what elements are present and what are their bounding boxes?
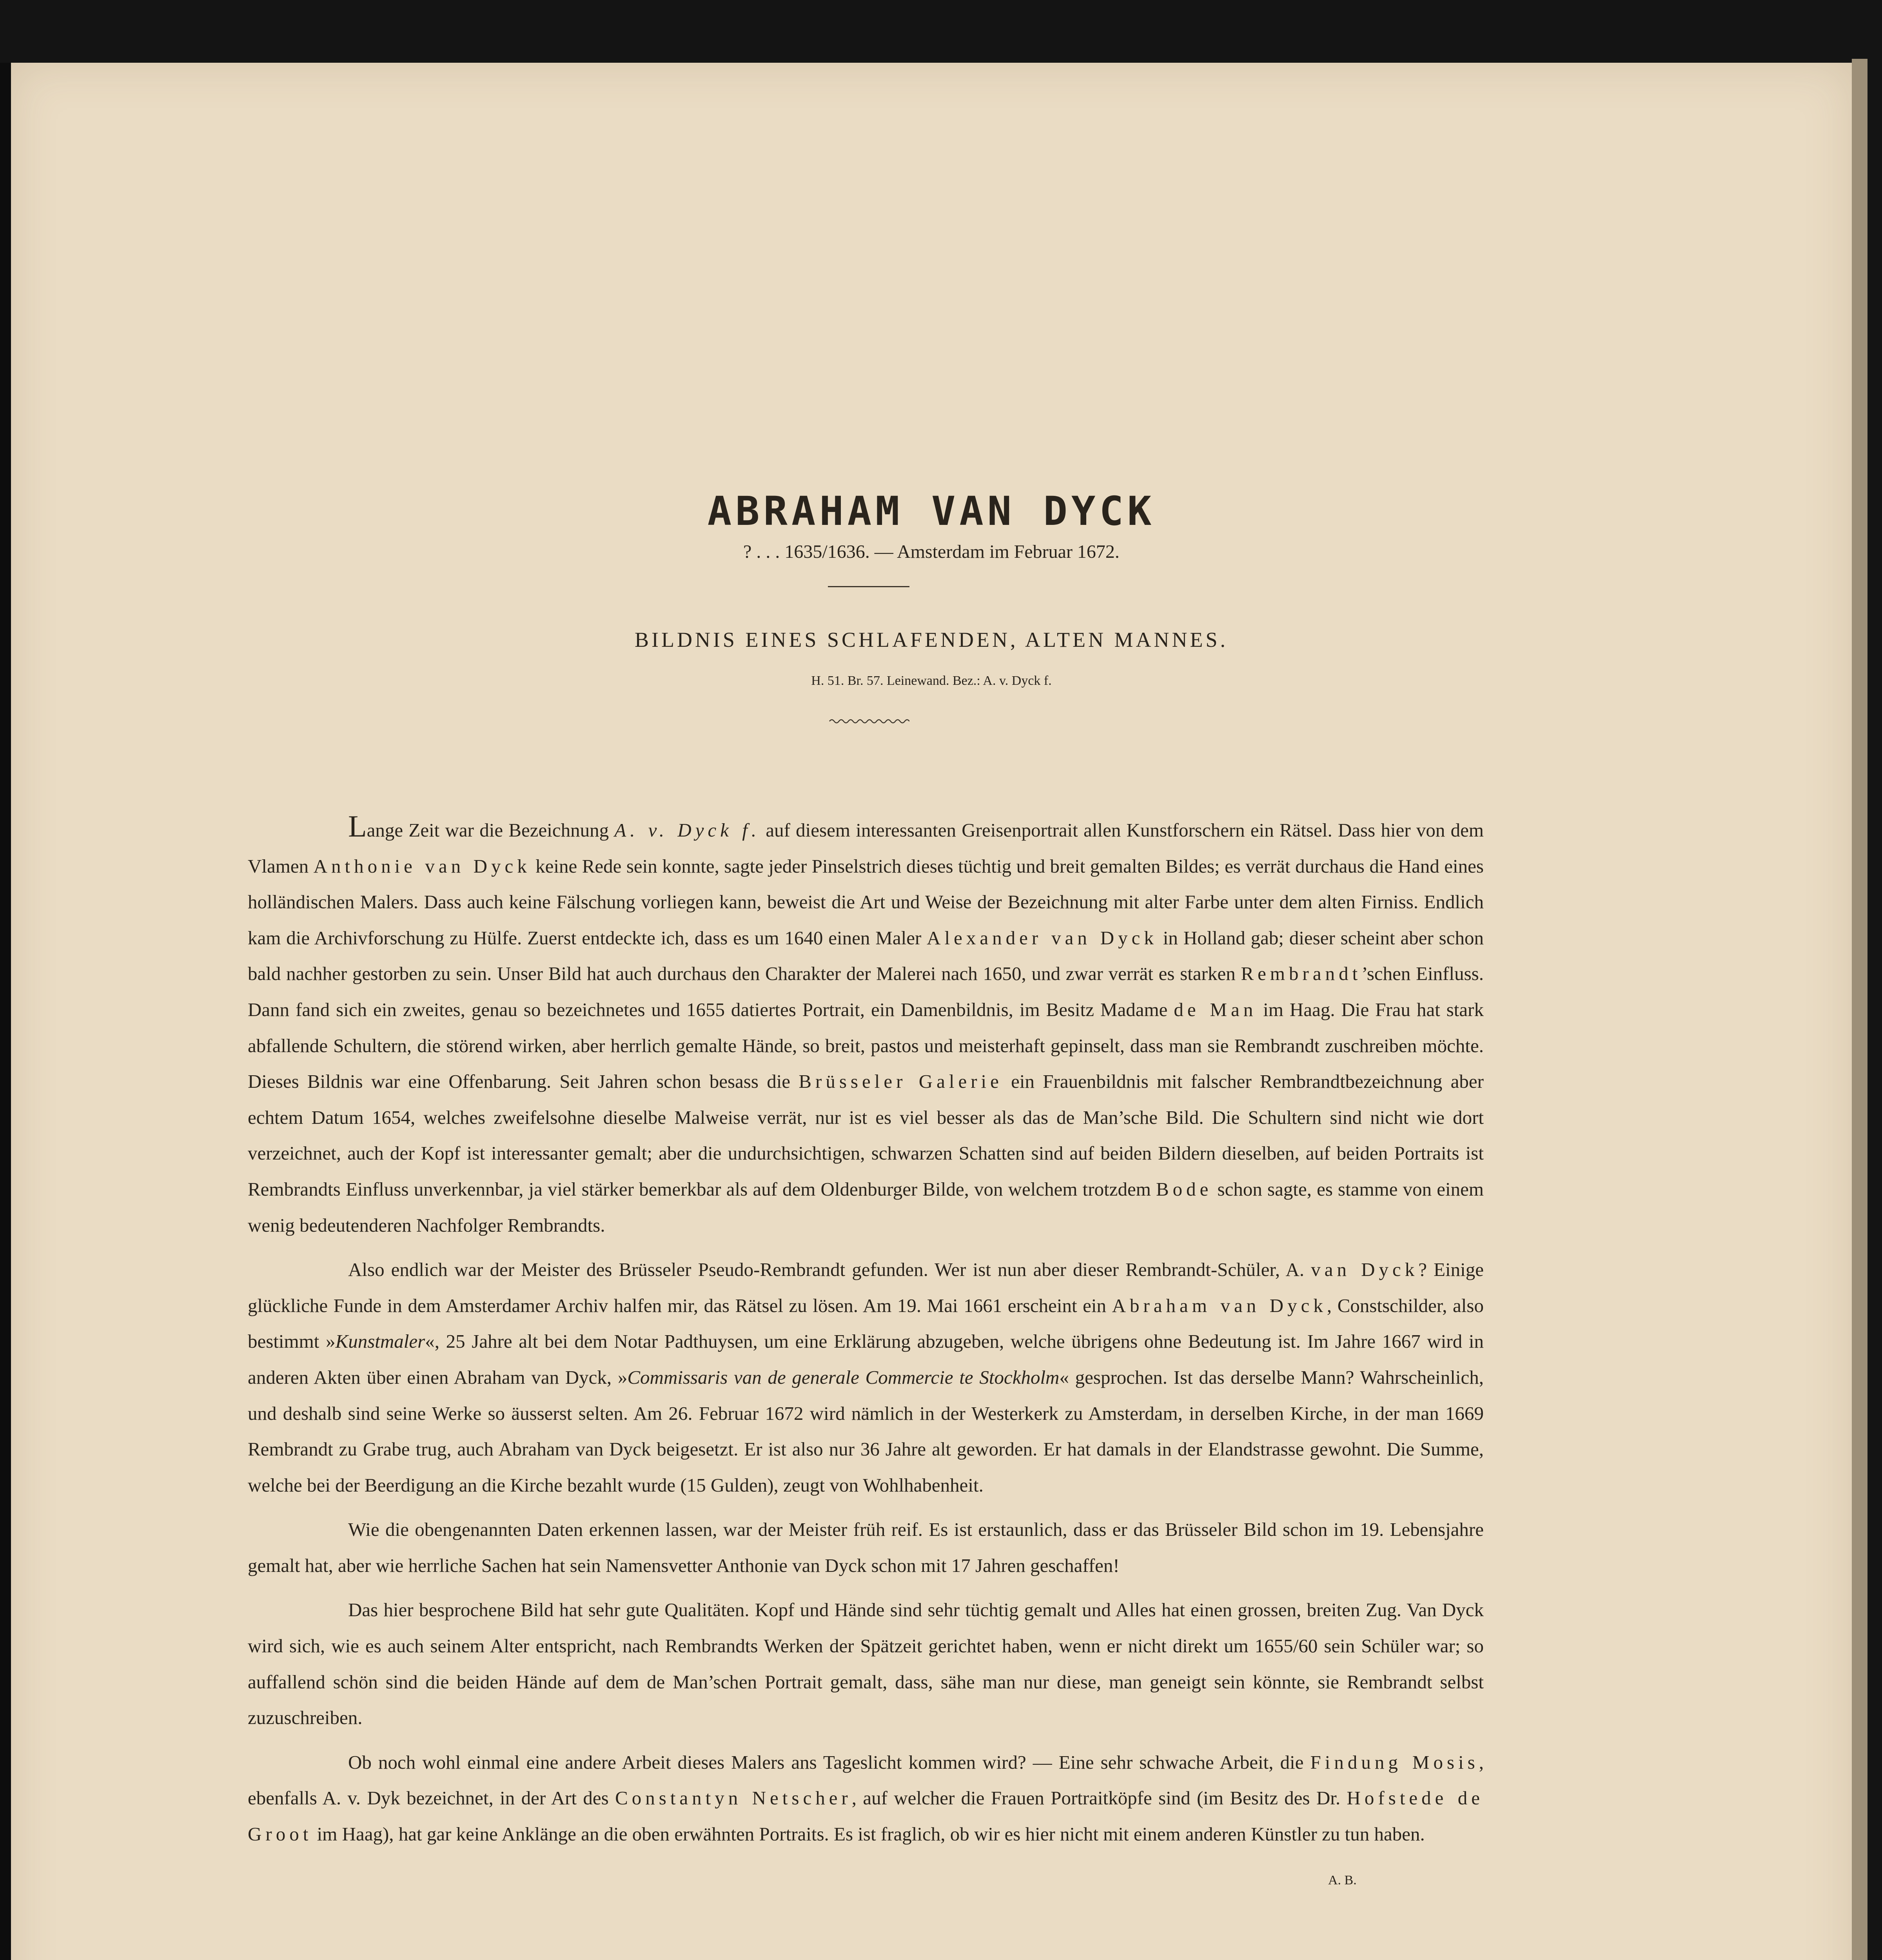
text-run: Also endlich war der Meister des Brüsseler Pseudo-Rembrandt gefunden. Wer ist nun aber dieser Rembrandt-Schüler, A.: [348, 1259, 1311, 1281]
text-run: keine Rede sein konnte, sagte jeder Pinselstrich dieses tüchtig und breit gemalten Bildes; es verrät durchaus die Hand eines holländischen Malers. Dass auch keine Fälschung vorliegen kann, beweist die Art und Weise der Bezeichnung mit alter Farbe unter dem alten Firniss. Endlich kam die Archivforschung zu Hülfe. Zuerst entdeckte ich, dass es um 1640 einen Maler: [248, 855, 1484, 949]
painting-title: BILDNIS EINES SCHLAFENDEN, ALTEN MANNES.: [634, 628, 1229, 652]
life-dates: ? . . . 1635/1636. — Amsterdam im Februar 1672.: [743, 541, 1120, 562]
italic-term: Commissaris van de generale Commercie te Stockholm: [627, 1366, 1060, 1388]
italic-term: Kunstmaler: [335, 1330, 425, 1352]
article-title: ABRAHAM VAN DYCK: [707, 488, 1156, 535]
drop-cap: L: [348, 809, 367, 843]
paragraph-2: [248, 1252, 1484, 1503]
spaced-name: de Man: [1174, 998, 1257, 1020]
text-run: , Constschilder, also bestimmt »: [248, 1294, 1484, 1352]
page-stack-edge: [1852, 59, 1867, 1960]
spaced-name: Abraham van Dyck: [1112, 1294, 1327, 1316]
signature-italic: A. v. Dyck f.: [614, 819, 760, 841]
wavy-ornament: [829, 713, 909, 729]
spaced-name: Bode: [1156, 1178, 1212, 1200]
painting-specs: H. 51. Br. 57. Leinewand. Bez.: A. v. Dyck f.: [811, 673, 1052, 688]
text-run: Das hier besprochene Bild hat sehr gute Qualitäten. Kopf und Hände sind sehr tüchtig gemalt und Alles hat einen grossen, breiten Zug. Van Dyck wird sich, wie es auch seinem Alter entspricht, nach Rembrandts Werken der Spätzeit gerichtet haben, wenn er nicht direkt um 1655/60 sein Schüler war; so auffallend schön sind die beiden Hände auf dem de Man’schen Portrait gemalt, dass, sähe man nur diese, man geneigt sein könnte, sie Rembrandt selbst zuzuschreiben.: [248, 1599, 1484, 1729]
text-run: schon sagte, es stamme von einem wenig bedeutenderen Nachfolger Rembrandts.: [248, 1178, 1484, 1236]
text-run: ? Einige glückliche Funde in dem Amsterdamer Archiv halfen mir, das Rätsel zu lösen. Am 19. Mai 1661 erscheint ein: [248, 1259, 1484, 1316]
spaced-name: Hofstede de Groot: [248, 1787, 1484, 1845]
article-body: [248, 809, 1484, 1861]
text-run: im Haag), hat gar keine Anklänge an die oben erwähnten Portraits. Es ist fraglich, ob wir es hier nicht mit einem anderen Künstler zu tun haben.: [312, 1823, 1425, 1845]
spaced-name: van Dyck: [1311, 1259, 1419, 1281]
spaced-name: Rembrandt: [1241, 963, 1362, 985]
text-run: ein Frauenbildnis mit falscher Rembrandtbezeichnung aber echtem Datum 1654, welches zweifelsohne dieselbe Malweise verrät, nur ist es viel besser als das de Man’sche Bild. Die Schultern sind nicht wie dort verzeichnet, auch der Kopf ist interessanter gemalt; aber die undurchsichtigen, schwarzen Schatten sind auf beiden Bildern dieselben, auf beiden Portraits ist Rembrandts Einfluss unverkennbar, ja viel stärker bemerkbar als auf dem Oldenburger Bilde, von welchem trotzdem: [248, 1071, 1484, 1200]
paragraph-4: [248, 1592, 1484, 1735]
spaced-name: Brüsseler Galerie: [799, 1071, 1003, 1093]
text-run: , ebenfalls A. v. Dyk bezeichnet, in der Art des: [248, 1751, 1484, 1809]
book-page: [11, 63, 1852, 1960]
text-run: ’schen Einfluss. Dann fand sich ein zweites, genau so bezeichnetes und 1655 datiertes Portrait, ein Damenbildnis, im Besitz Madame: [248, 963, 1484, 1020]
title-divider: [828, 586, 909, 587]
spaced-name: Constantyn Netscher: [615, 1787, 852, 1809]
text-run: ange Zeit war die Bezeichnung: [367, 819, 615, 841]
author-initials: A. B.: [1328, 1873, 1357, 1887]
paragraph-5: [248, 1744, 1484, 1852]
text-run: , auf welcher die Frauen Portraitköpfe sind (im Besitz des Dr.: [851, 1787, 1347, 1809]
page-gutter-shadow: [0, 63, 11, 1960]
text-run: « gesprochen. Ist das derselbe Mann? Wahrscheinlich, und deshalb sind seine Werke so äusserst selten. Am 26. Februar 1672 wird nämlich in der Westerkerk zu Amsterdam, in derselben Kirche, in der man 1669 Rembrandt zu Grabe trug, auch Abraham van Dyck beigesetzt. Er ist also nur 36 Jahre alt geworden. Er hat damals in der Elandstrasse gewohnt. Die Summe, welche bei der Beerdigung an die Kirche bezahlt wurde (15 Gulden), zeugt von Wohlhabenheit.: [248, 1366, 1484, 1496]
text-run: im Haag. Die Frau hat stark abfallende Schultern, die störend wirken, aber herrlich gemalte Hände, so breit, pastos und meisterhaft gepinselt, dass man sie Rembrandt zuschreiben möchte. Dieses Bildnis war eine Offenbarung. Seit Jahren schon besass die: [248, 998, 1484, 1093]
paragraph-1: [248, 809, 1484, 1243]
paragraph-3: [248, 1512, 1484, 1583]
text-run: «, 25 Jahre alt bei dem Notar Padthuysen, um eine Erklärung abzugeben, welche übrigens ohne Bedeutung ist. Im Jahre 1667 wird in anderen Akten über einen Abraham van Dyck, »: [248, 1330, 1484, 1388]
text-run: Ob noch wohl einmal eine andere Arbeit dieses Malers ans Tageslicht kommen wird? — Eine sehr schwache Arbeit, die: [348, 1751, 1310, 1773]
text-run: Wie die obengenannten Daten erkennen lassen, war der Meister früh reif. Es ist erstaunlich, dass er das Brüsseler Bild schon im 19. Lebensjahre gemalt hat, aber wie herrliche Sachen hat sein Namensvetter Anthonie van Dyck schon mit 17 Jahren geschaffen!: [248, 1519, 1484, 1576]
page-content: [11, 63, 1852, 1960]
text-run: in Holland gab; dieser scheint aber schon bald nachher gestorben zu sein. Unser Bild hat auch durchaus den Charakter der Malerei nach 1650, und zwar verrät es starken: [248, 927, 1484, 985]
spaced-name: Alexander van Dyck: [927, 927, 1158, 949]
spaced-name: Findung Mosis: [1310, 1751, 1479, 1773]
text-run: auf diesem interessanten Greisenportrait allen Kunstforschern ein Rätsel. Dass hier von dem Vlamen: [248, 819, 1484, 877]
spaced-name: Anthonie van Dyck: [313, 855, 531, 877]
